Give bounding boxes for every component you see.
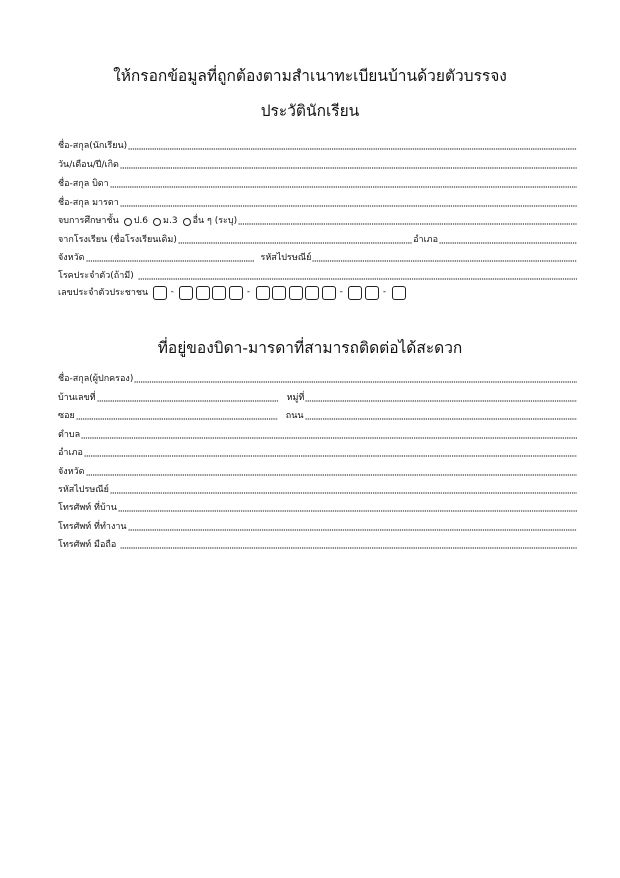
citizen-id-digit-box-9[interactable] <box>305 286 319 300</box>
school-province-label: จังหวัด <box>58 253 85 263</box>
education-other-field[interactable] <box>238 216 577 225</box>
citizen-id-digit-box-4[interactable] <box>212 286 226 300</box>
citizen-id-digit-box-7[interactable] <box>272 286 286 300</box>
home-phone-label: โทรศัพท์ ที่บ้าน <box>58 503 117 513</box>
student-name-label: ชื่อ-สกุล(นักเรียน) <box>58 141 128 151</box>
citizen-id-separator: - <box>170 286 174 297</box>
province-row <box>58 463 578 478</box>
option-m3-label: ม.3 <box>163 216 178 226</box>
mobile-label: โทรศัพท์ มือถือ <box>58 540 117 550</box>
education-row <box>58 212 578 227</box>
district-label: อำเภอ <box>58 448 83 458</box>
mobile-field[interactable] <box>120 540 577 549</box>
postcode-field[interactable] <box>110 485 577 494</box>
father-name-row <box>58 175 578 190</box>
house-no-label: บ้านเลขที่ <box>58 393 96 403</box>
citizen-id-digit-box-6[interactable] <box>256 286 270 300</box>
district-row <box>58 444 578 459</box>
citizen-id-separator: - <box>246 286 251 297</box>
citizen-id-digit-box-11[interactable] <box>348 286 362 300</box>
option-other-label: อื่น ๆ (ระบุ) <box>192 216 238 226</box>
school-label: จากโรงเรียน (ชื่อโรงเรียนเดิม) <box>58 235 177 245</box>
dob-label: วัน/เดือน/ปี/เกิด <box>58 160 119 170</box>
citizen-id-label: เลขประจำตัวประชาชน <box>58 287 149 298</box>
student-name-field[interactable] <box>128 141 577 150</box>
guardian-name-row <box>58 370 578 385</box>
soi-row <box>58 407 578 422</box>
father-name-field[interactable] <box>110 179 577 188</box>
school-postcode-field[interactable] <box>312 253 577 262</box>
citizen-id-digit-box-13[interactable] <box>392 286 406 300</box>
disease-field[interactable] <box>138 271 577 280</box>
province-label: จังหวัด <box>58 467 85 477</box>
citizen-id-digit-box-8[interactable] <box>289 286 303 300</box>
village-label: หมู่ที่ <box>286 393 305 403</box>
education-label: จบการศึกษาชั้น <box>58 216 119 226</box>
district-field[interactable] <box>84 448 577 457</box>
citizen-id-separator: - <box>339 286 343 297</box>
road-field[interactable] <box>305 411 577 420</box>
citizen-id-boxes <box>150 286 406 300</box>
house-no-field[interactable] <box>97 393 279 402</box>
radio-m3[interactable] <box>153 218 161 226</box>
school-district-field[interactable] <box>439 235 577 244</box>
soi-label: ซอย <box>58 411 75 421</box>
citizen-id-digit-box-5[interactable] <box>229 286 243 300</box>
school-postcode-label: รหัสไปรษณีย์ <box>260 253 312 263</box>
student-name-row <box>58 137 578 152</box>
house-no-row <box>58 389 578 404</box>
school-row <box>58 231 578 246</box>
village-field[interactable] <box>305 393 577 402</box>
radio-p6[interactable] <box>124 218 132 226</box>
subdistrict-field[interactable] <box>81 430 577 439</box>
dob-field[interactable] <box>120 160 577 169</box>
mother-name-label: ชื่อ-สกุล มารดา <box>58 198 119 208</box>
road-label: ถนน <box>285 411 304 421</box>
postcode-row <box>58 481 578 496</box>
work-phone-row <box>58 518 578 533</box>
disease-label: โรคประจำตัว(ถ้ามี) <box>58 271 134 281</box>
citizen-id-digit-box-12[interactable] <box>365 286 379 300</box>
school-field[interactable] <box>178 235 412 244</box>
subdistrict-label: ตำบล <box>58 430 81 440</box>
option-p6-label: ป.6 <box>133 216 149 226</box>
guardian-name-label: ชื่อ-สกุล(ผู้ปกครอง) <box>58 374 134 384</box>
mother-name-row <box>58 194 578 209</box>
school-province-row <box>58 249 578 264</box>
citizen-id-row <box>58 284 578 301</box>
guardian-name-field[interactable] <box>134 374 577 383</box>
home-phone-row <box>58 499 578 514</box>
section-title-student-history: ประวัตินักเรียน <box>260 102 360 120</box>
school-province-field[interactable] <box>86 253 254 262</box>
form-instruction: ให้กรอกข้อมูลที่ถูกต้องตามสำเนาทะเบียนบ้านด้วยตัวบรรจง <box>113 67 507 85</box>
citizen-id-digit-box-2[interactable] <box>179 286 193 300</box>
subdistrict-row <box>58 426 578 441</box>
citizen-id-separator: - <box>382 286 387 297</box>
dob-row <box>58 156 578 171</box>
work-phone-label: โทรศัพท์ ที่ทำงาน <box>58 522 127 532</box>
mobile-row <box>58 536 578 551</box>
father-name-label: ชื่อ-สกุล บิดา <box>58 179 109 189</box>
home-phone-field[interactable] <box>118 503 577 512</box>
soi-field[interactable] <box>76 411 278 420</box>
mother-name-field[interactable] <box>120 198 577 207</box>
province-field[interactable] <box>86 467 578 476</box>
citizen-id-digit-box-10[interactable] <box>322 286 336 300</box>
radio-other[interactable] <box>183 218 191 226</box>
citizen-id-digit-box-3[interactable] <box>196 286 210 300</box>
postcode-label: รหัสไปรษณีย์ <box>58 485 109 495</box>
section-title-parent-address: ที่อยู่ของบิดา-มารดาที่สามารถติดต่อได้สะดวก <box>157 339 463 357</box>
disease-row <box>58 267 578 282</box>
work-phone-field[interactable] <box>128 522 577 531</box>
citizen-id-digit-box-1[interactable] <box>153 286 167 300</box>
school-district-label: อำเภอ <box>413 235 438 245</box>
